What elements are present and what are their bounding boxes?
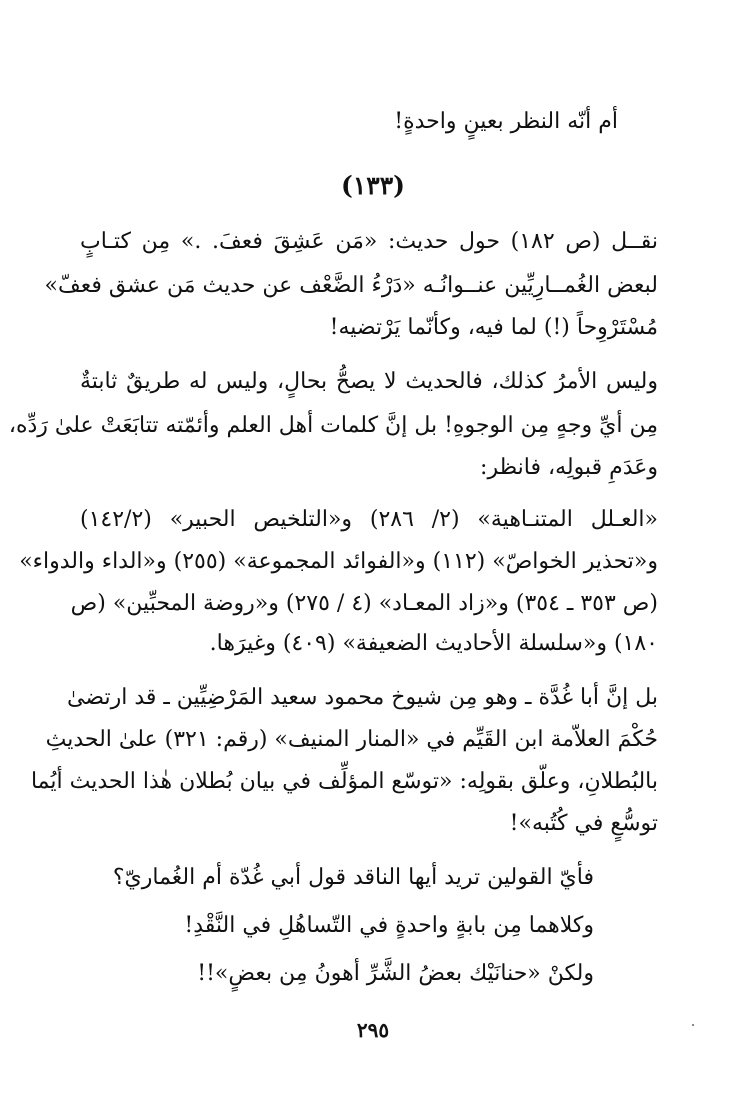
paragraph-1-line: مُسْتَرْوِحاً (!) لما فيه، وكأنّما يَرْتضيه! (329, 315, 658, 340)
paragraph-1-line: نقــل (ص ١٨٢) حول حديث: «مَن عَشِقَ فعفَ. .» مِن كتـابٍ (80, 229, 658, 254)
paragraph-2-line: وليس الأمرُ كذلك، فالحديث لا يصحُّ بحالٍ، وليس له طريقٌ ثابتةٌ (80, 369, 658, 394)
verse-line: وكلاهما مِن بابةٍ واحدةٍ في التّساهُلِ في النَّقْدِ! (184, 913, 594, 938)
reference-line: «العـلل المتنـاهية» (٢/ ٢٨٦) و«التلخيص الحبير» (١٤٢/٢) (80, 507, 658, 532)
reference-line: (ص ٣٥٣ ـ ٣٥٤) و«زاد المعـاد» (٤ / ٢٧٥) و«روضة المحبِّين» (ص (70, 591, 658, 616)
paragraph-2-line: وعَدَمِ قبولِه، فانظر: (480, 455, 658, 480)
paragraph-4-line: توسُّعٍ في كُتُبه»! (509, 811, 658, 836)
paragraph-2-line: مِن أيِّ وجهٍ مِن الوجوهِ! بل إنَّ كلمات أهل العلم وأئمّته تتابَعَتْ علىٰ رَدِّه، (8, 413, 658, 438)
paragraph-1-line: لبعض الغُمــارِيِّين عنــوانُـه «دَرْءُ الضَّعْف عن حديث مَن عشق فعفّ» (44, 273, 658, 298)
verse-line: ولكنْ «حنانَيْك بعضُ الشَّرِّ أهونُ مِن بعضٍ»!! (197, 961, 594, 986)
opening-line: أم أنّه النظر بعينٍ واحدةٍ! (394, 109, 618, 134)
paragraph-4-line: بل إنَّ أبا غُدَّة ـ وهو مِن شيوخ محمود سعيد المَرْضِيِّين ـ قد ارتضىٰ (67, 685, 658, 710)
paragraph-4-line: بالبُطلانِ، وعلّق بقولِه: «توسّع المؤلِّف في بيان بُطلان هٰذا الحديث أيُما (30, 769, 658, 794)
page-number: ٢٩٥ (356, 1018, 390, 1042)
reference-line: و«تحذير الخواصّ» (١١٢) و«الفوائد المجموعة» (٢٥٥) و«الداء والدواء» (19, 549, 658, 574)
section-number-heading: (١٣٣) (341, 171, 405, 200)
reference-line: ١٨٠) و«سلسلة الأحاديث الضعيفة» (٤٠٩) وغيرَها. (209, 631, 658, 656)
paragraph-4-line: حُكْمَ العلاّمة ابن القَيِّم في «المنار المنيف» (رقم: ٣٢١) علىٰ الحديثِ (45, 727, 658, 752)
verse-line: فأيّ القولين تريد أيها الناقد قول أبي غُدّة أم الغُماريّ؟ (112, 865, 594, 890)
scan-speck (692, 1024, 694, 1026)
